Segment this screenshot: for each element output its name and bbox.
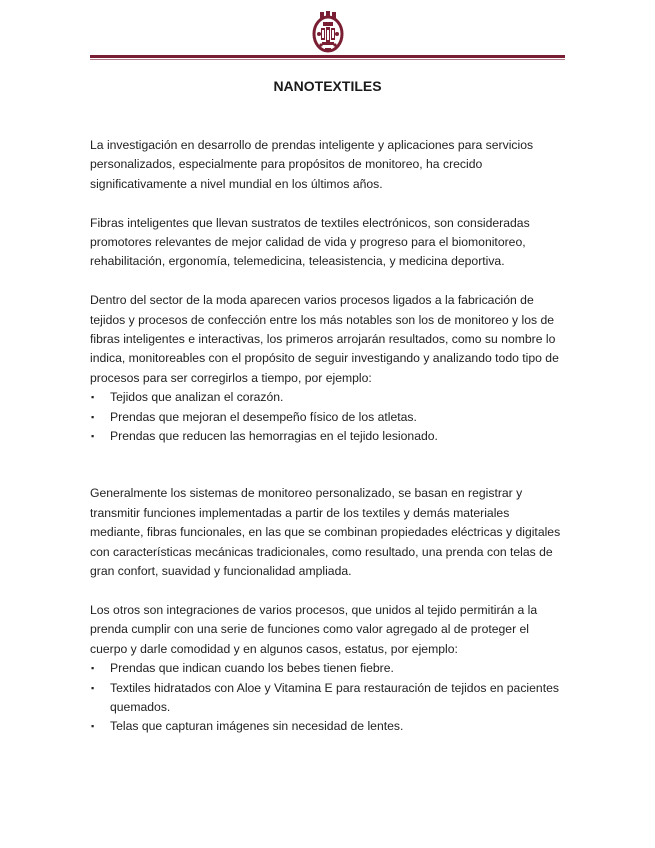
paragraph-5: Los otros son integraciones de varios procesos, que unidos al tejido permitirán a la prenda cumplir con una serie de funciones como valor agregado al de proteger el cuerpo y darle comodidad y en algunos casos, estatus, por ejemplo: (90, 602, 538, 656)
header-rule-light (90, 59, 565, 60)
paragraph-1: La investigación en desarrollo de prendas inteligente y aplicaciones para servicios personalizados, especialmente para propósitos de monitoreo, ha crecido significativamente a nivel mundial en los últimos años. (90, 138, 534, 191)
list-item (90, 408, 566, 427)
page-title: NANOTEXTILES (273, 78, 382, 94)
document-body (90, 136, 566, 737)
header-rule-dark (90, 55, 565, 58)
list-item-text: Telas que capturan imágenes sin necesidad de lentes. (110, 719, 404, 734)
list-item-text: Textiles hidratados con Aloe y Vitamina E para restauración de tejidos en pacientes quemados. (110, 680, 559, 714)
list-item (90, 659, 566, 678)
paragraph-4: Generalmente los sistemas de monitoreo personalizado, se basan en registrar y transmitir funciones implementadas a partir de los textiles y demás materiales mediante, fibras funcionales, en las que se combinan propiedades eléctricas y digitales con características mecánicas tradicionales, como resultado, una prenda con telas de gran confort, suavidad y funcionalidad ampliada. (90, 486, 561, 579)
bullet-icon: ▪ (91, 431, 95, 442)
list-item-text: Tejidos que analizan el corazón. (110, 390, 284, 405)
list-item (90, 427, 566, 446)
list-item (90, 388, 566, 407)
bullet-list-1 (90, 388, 566, 446)
bullet-icon: ▪ (91, 411, 95, 422)
list-item-text: Prendas que indican cuando los bebes tienen fiebre. (110, 661, 394, 676)
bullet-icon: ▪ (91, 682, 95, 693)
bullet-icon: ▪ (91, 663, 95, 674)
bullet-icon: ▪ (91, 392, 95, 403)
paragraph-3: Dentro del sector de la moda aparecen varios procesos ligados a la fabricación de tejidos y procesos de confección entre los más notables son los de monitoreo y los de fibras inteligentes e interactivas, los primeros arrojarán resultados, como su nombre lo indica, monitoreables con el propósito de seguir investigando y analizando todo tipo de procesos para ser corregirlos a tiempo, por ejemplo: (90, 293, 559, 385)
paragraph-2: Fibras inteligentes que llevan sustratos de textiles electrónicos, son consideradas promotores relevantes de mejor calidad de vida y progreso para el biomonitoreo, rehabilitación, ergonomía, telemedicina, teleasistencia, y medicina deportiva. (90, 215, 530, 269)
institutional-crest-logo (311, 10, 345, 54)
bullet-icon: ▪ (91, 721, 95, 732)
list-item (90, 679, 566, 718)
list-item-text: Prendas que reducen las hemorragias en el tejido lesionado. (110, 429, 438, 444)
list-item-text: Prendas que mejoran el desempeño físico de los atletas. (110, 409, 417, 424)
crest-icon (311, 10, 345, 54)
list-item (90, 717, 566, 736)
bullet-list-2 (90, 659, 566, 737)
